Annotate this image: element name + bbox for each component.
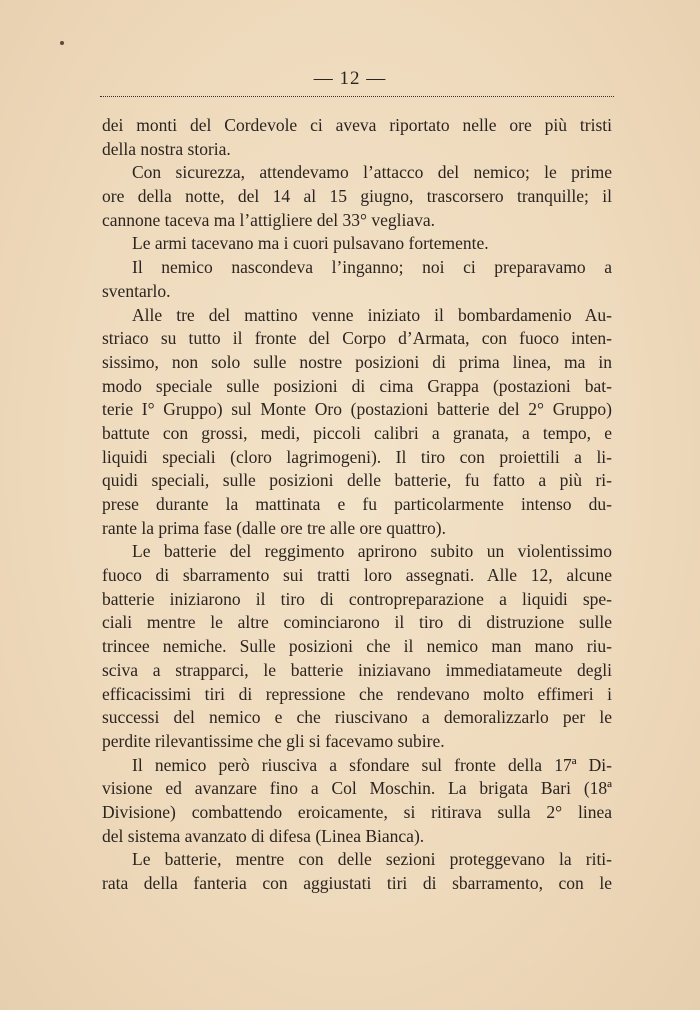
text-line: battute con grossi, medi, piccoli calibri a granata, a tempo, e [102,422,612,443]
text-line: terie I° Gruppo) sul Monte Oro (postazioni batterie del 2° Gruppo) [102,399,612,420]
text-line: del sistema avanzato di difesa (Linea Bianca). [102,825,425,846]
text-line: Il nemico nascondeva l’inganno; noi ci preparavamo a [132,257,612,278]
text-line: cannone taceva ma l’attigliere del 33° vegliava. [102,209,436,230]
text-line: modo speciale sulle posizioni di cima Grappa (postazioni bat- [102,375,612,396]
text-line: Alle tre del mattino venne iniziato il bombardamenio Au- [132,304,612,325]
text-line: visione ed avanzare fino a Col Moschin. La brigata Bari (18ª [102,778,612,799]
text-line: liquidi speciali (cloro lagrimogeni). Il tiro con proiettili a li- [102,446,612,467]
text-line: perdite rilevantissime che gli si facevamo subire. [102,730,445,751]
text-line: dei monti del Cordevole ci aveva riportato nelle ore più tristi [102,115,612,135]
text-line: striaco su tutto il fronte del Corpo d’Armata, con fuoco inten- [102,328,612,349]
text-line: quidi speciali, sulle posizioni delle batterie, fu fatto a più ri- [102,470,612,491]
text-line: ore della notte, del 14 al 15 giugno, trascorsero tranquille; il [102,186,612,207]
header-rule [100,96,614,97]
text-line: efficacissimi tiri di repressione che rendevano molto effimeri i [102,683,612,704]
text-line: prese durante la mattinata e fu particolarmente intenso du- [102,494,612,514]
page-number: — 12 — [313,68,387,89]
text-line: sventarlo. [102,280,171,301]
text-line: trincee nemiche. Sulle posizioni che il nemico man mano riu- [102,636,612,657]
text-line: ciali mentre le altre cominciarono il tiro di distruzione sulle [102,612,612,633]
text-line: successi del nemico e che riuscivano a demoralizzarlo per le [102,707,612,728]
text-line: rante la prima fase (dalle ore tre alle ore quattro). [102,517,446,538]
body-text [102,114,612,896]
text-line: rata della fanteria con aggiustati tiri di sbarramento, con le [102,873,612,893]
text-line: fuoco di sbarramento sui tratti loro assegnati. Alle 12, alcune [102,565,612,586]
text-line: Divisione) combattendo eroicamente, si ritirava sulla 2° linea [102,801,612,822]
text-line: Le armi tacevano ma i cuori pulsavano fortemente. [132,233,489,254]
text-line: Le batterie, mentre con delle sezioni proteggevano la riti- [132,849,612,870]
text-line: della nostra storia. [102,138,231,159]
text-line: Il nemico però riusciva a sfondare sul fronte della 17ª Di- [132,754,612,775]
paper-speck [60,41,64,45]
text-line: Le batterie del reggimento aprirono subito un violentissimo [132,541,612,562]
text-line: batterie iniziarono il tiro di contropreparazione a liquidi spe- [102,588,612,609]
text-line: sciva a strapparci, le batterie iniziavano immediatameute degli [102,659,612,680]
text-line: sissimo, non solo sulle nostre posizioni di prima linea, ma in [102,351,612,372]
text-line: Con sicurezza, attendevamo l’attacco del nemico; le prime [132,162,612,183]
